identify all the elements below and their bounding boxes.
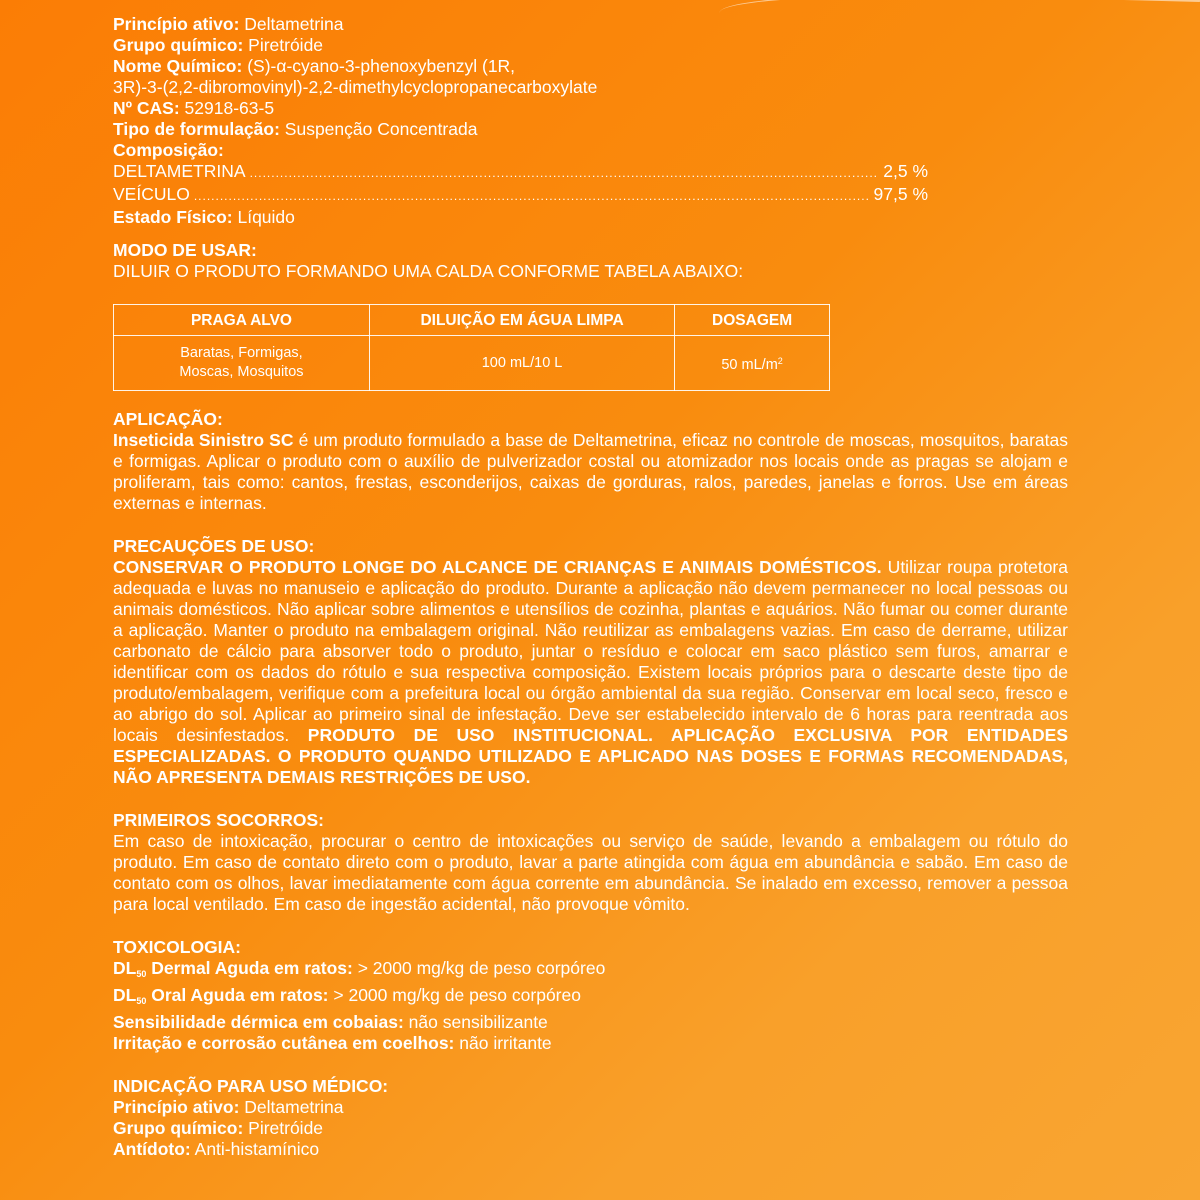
dosagem-superscript: 2 [777, 355, 783, 366]
medico-principio-row [113, 1097, 1068, 1118]
precaucoes-heading: PRECAUÇÕES DE USO: [113, 536, 315, 556]
primeiros-socorros-text: Em caso de intoxicação, procurar o centro de intoxicações ou serviço de saúde, levando a embalagem ou rótulo do produto. Em caso de contato direto com o produto, lavar a parte atingida com água em abundância e sabão. Em caso de contato com os olhos, lavar imediatamente com água corrente em abundância. Se inalado em excesso, remover a pessoa para local ventilado. Em caso de ingestão acidental, não provoque vômito. [113, 831, 1068, 914]
dermal-row [113, 958, 1068, 985]
table-header-diluicao: DILUIÇÃO EM ÁGUA LIMPA [369, 305, 674, 336]
precaucoes-text: Utilizar roupa protetora adequada e luvas no manuseio e aplicação do produto. Durante a aplicação não devem permanecer no local pessoas ou animais domésticos. Não aplicar sobre alimentos e utensílios de cozinha, plantas e aquários. Não fumar ou comer durante a aplicação. Manter o produto na embalagem original. Não reutilizar as embalagens vazias. Em caso de derrame, utilizar carbonato de cálcio para absorver todo o produto, juntar o resíduo e colocar em saco plástico sem furos, amarrar e identificar com os dados do rótulo e sua respectiva composição. Existem locais próprios para o descarte deste tipo de produto/embalagem, verifique com a prefeitura local ou órgão ambiental da sua região. Conservar em local seco, fresco e ao abrigo do sol. Aplicar ao primeiro sinal de infestação. Deve ser estabelecido intervalo de 6 horas para reentrada aos locais desinfestados. [113, 557, 1068, 745]
sensibilidade-value: não sensibilizante [403, 1012, 548, 1032]
precaucoes-paragraph [113, 557, 1068, 788]
toxicologia-heading: TOXICOLOGIA: [113, 937, 242, 957]
antidoto-row [113, 1139, 1068, 1160]
grupo-quimico-label: Grupo químico: [113, 35, 244, 55]
sensibilidade-row [113, 1012, 1068, 1033]
aplicacao-paragraph [113, 430, 1068, 514]
irritacao-value: não irritante [454, 1033, 552, 1053]
medico-grupo-value: Piretróide [243, 1118, 324, 1138]
composicao-name: VEÍCULO [113, 184, 190, 204]
product-name: Inseticida Sinistro SC [113, 430, 294, 450]
precaucoes-bold-intro: CONSERVAR O PRODUTO LONGE DO ALCANCE DE CRIANÇAS E ANIMAIS DOMÉSTICOS. [113, 557, 882, 577]
dermal-value: > 2000 mg/kg de peso corpóreo [352, 958, 606, 978]
table-cell-diluicao: 100 mL/10 L [369, 336, 674, 391]
tipo-formulacao-row [113, 119, 1068, 140]
irritacao-row [113, 1033, 1068, 1054]
dermal-label: Dermal Aguda em ratos: [146, 958, 353, 978]
aplicacao-heading: APLICAÇÃO: [113, 409, 223, 429]
nome-quimico-value-1: (S)-α-cyano-3-phenoxybenzyl (1R, [242, 56, 516, 76]
composicao-label: Composição: [113, 140, 224, 160]
table-cell-dosagem [675, 336, 830, 391]
nome-quimico-label: Nome Químico: [113, 56, 243, 76]
antidoto-label: Antídoto: [113, 1139, 191, 1159]
aplicacao-text: é um produto formulado a base de Deltametrina, eficaz no controle de moscas, mosquitos, baratas e formigas. Aplicar o produto com o auxílio de pulverizador costal ou atomizador nos locais onde as pragas se alojam e proliferam, tais como: cantos, frestas, esconderijos, caixas de gorduras, ralos, paredes, janelas e forros. Use em áreas externas e internas. [113, 430, 1069, 513]
grupo-quimico-value: Piretróide [243, 35, 324, 55]
principio-ativo-row [113, 14, 1068, 35]
oral-label: Oral Aguda em ratos: [146, 985, 329, 1005]
tipo-formulacao-value: Suspenção Concentrada [279, 119, 478, 139]
dosagem-value: 50 mL/m [721, 356, 778, 373]
estado-fisico-row [113, 207, 1068, 228]
cas-row [113, 98, 1068, 119]
modo-de-usar-text: DILUIR O PRODUTO FORMANDO UMA CALDA CONFORME TABELA ABAIXO: [113, 261, 744, 281]
antidoto-value: Anti-histamínico [190, 1139, 320, 1159]
oral-value: > 2000 mg/kg de peso corpóreo [328, 985, 581, 1005]
primeiros-socorros-heading: PRIMEIROS SOCORROS: [113, 810, 324, 830]
modo-de-usar-heading: MODO DE USAR: [113, 240, 257, 260]
table-header-praga: PRAGA ALVO [114, 305, 370, 336]
estado-fisico-value: Líquido [232, 207, 295, 227]
medico-grupo-row [113, 1118, 1068, 1139]
nome-quimico-value-2: 3R)-3-(2,2-dibromovinyl)-2,2-dimethylcyclopropanecarboxylate [113, 77, 598, 97]
label-text [113, 14, 1068, 1160]
dilution-table [113, 304, 830, 391]
sensibilidade-label: Sensibilidade dérmica em cobaias: [113, 1012, 404, 1032]
medico-principio-label: Princípio ativo: [113, 1097, 240, 1117]
praga-line-1: Baratas, Formigas, [180, 345, 303, 361]
medico-principio-value: Deltametrina [239, 1097, 344, 1117]
principio-ativo-label: Princípio ativo: [113, 14, 240, 34]
cas-label: Nº CAS: [113, 98, 180, 118]
composicao-row-deltametrina [113, 161, 928, 184]
dl-label: DL [113, 985, 137, 1005]
table-header-dosagem: DOSAGEM [675, 305, 830, 336]
dl-subscript: 50 [136, 969, 147, 979]
dl-subscript: 50 [136, 996, 147, 1006]
irritacao-label: Irritação e corrosão cutânea em coelhos: [113, 1033, 455, 1053]
grupo-quimico-row [113, 35, 1068, 56]
table-row [114, 336, 830, 391]
composicao-value: 2,5 % [883, 161, 928, 181]
medico-grupo-label: Grupo químico: [113, 1118, 244, 1138]
table-header-row [114, 305, 830, 336]
dot-leader [194, 186, 870, 207]
cas-value: 52918-63-5 [179, 98, 275, 118]
precaucoes-bold-outro: PRODUTO DE USO INSTITUCIONAL. APLICAÇÃO EXCLUSIVA POR ENTIDADES ESPECIALIZADAS. O PRODUTO QUANDO UTILIZADO E APLICADO NAS DOSES E FORMAS RECOMENDADAS, NÃO APRESENTA DEMAIS RESTRIÇÕES DE USO. [113, 725, 1068, 787]
praga-line-2: Moscas, Mosquitos [179, 364, 304, 380]
composicao-value: 97,5 % [873, 184, 928, 204]
uso-medico-heading: INDICAÇÃO PARA USO MÉDICO: [113, 1076, 389, 1096]
oral-row [113, 985, 1068, 1012]
dot-leader [250, 163, 880, 184]
dl-label: DL [113, 958, 137, 978]
principio-ativo-value: Deltametrina [239, 14, 344, 34]
composicao-row-veiculo [113, 184, 928, 207]
composicao-name: DELTAMETRINA [113, 161, 246, 181]
tipo-formulacao-label: Tipo de formulação: [113, 119, 280, 139]
nome-quimico-row [113, 56, 1068, 77]
table-cell-praga [114, 336, 370, 391]
estado-fisico-label: Estado Físico: [113, 207, 233, 227]
